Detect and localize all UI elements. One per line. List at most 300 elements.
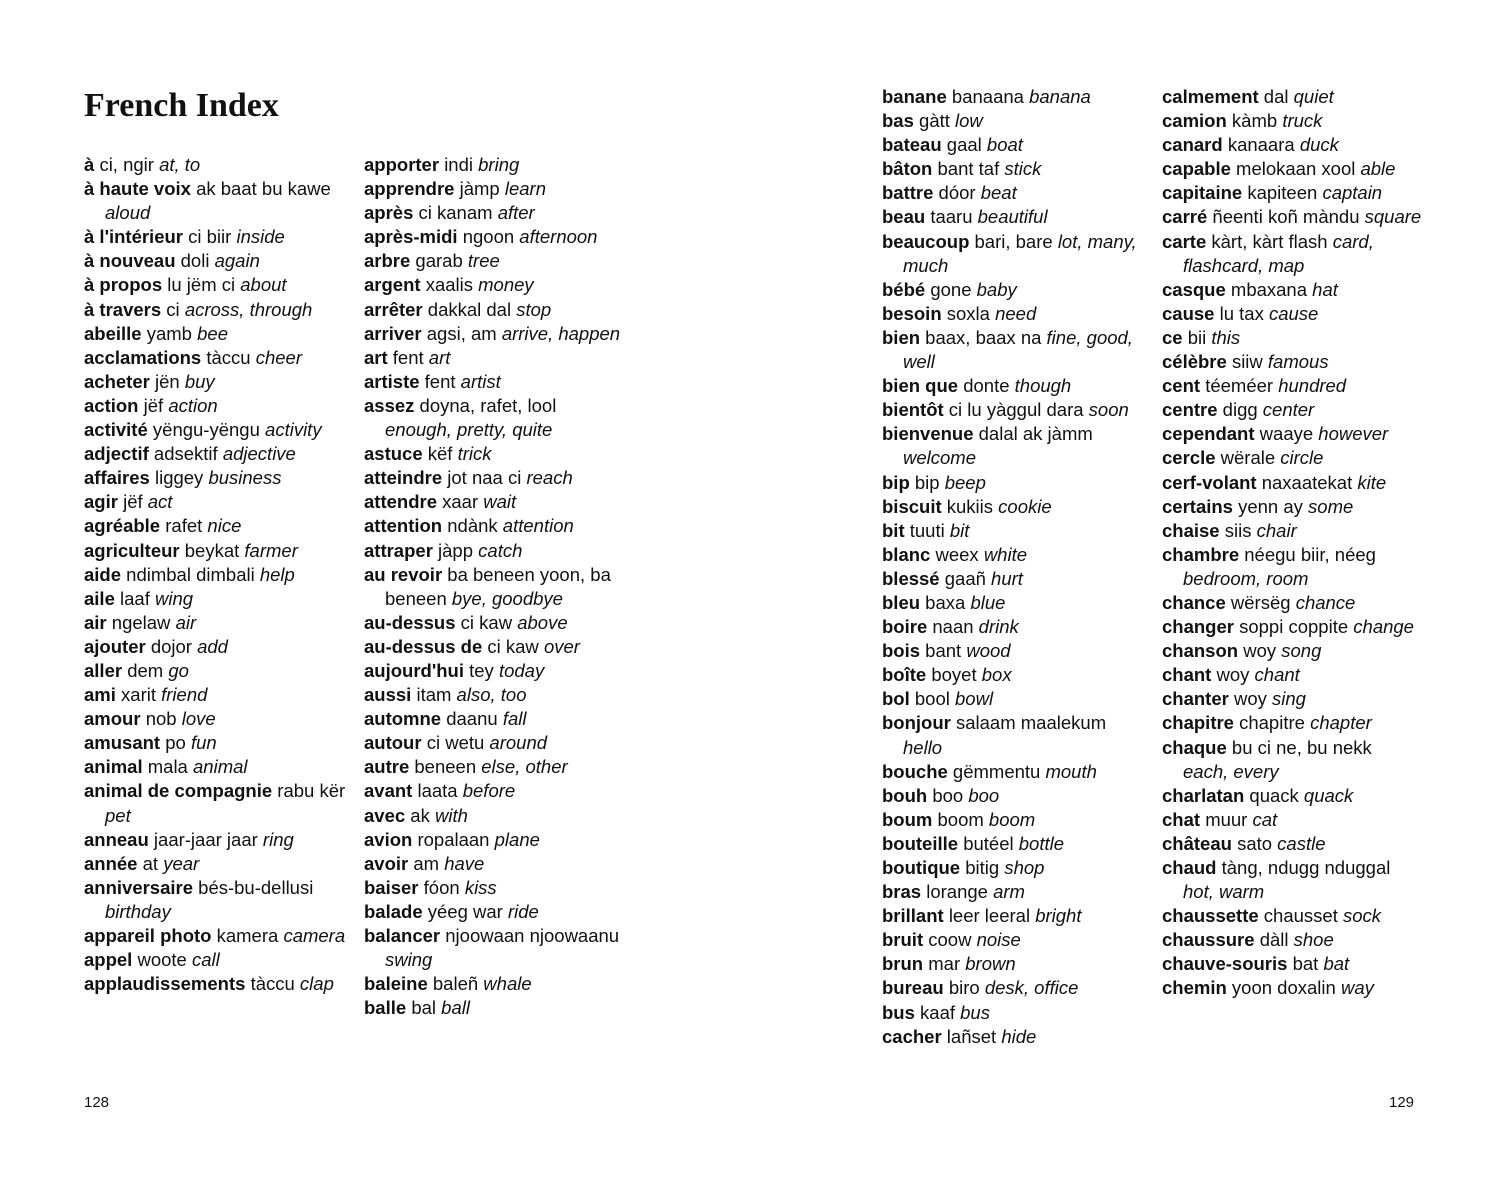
french-headword: aller [84,659,123,681]
index-entry [1162,591,1422,615]
english-translation: boom [988,808,1036,830]
english-translation: beat [980,182,1017,204]
english-translation: noise [976,929,1021,951]
index-entry [84,755,349,779]
wolof-translation: dóor [938,182,976,204]
index-entry [882,880,1147,904]
english-translation: able [1360,158,1396,180]
french-headword: bit [882,519,905,541]
french-headword: chanter [1162,688,1229,710]
french-headword: aujourd'hui [364,659,464,681]
wolof-translation: jëf [123,491,143,513]
french-headword: anniversaire [84,876,194,898]
english-translation: nice [207,515,242,537]
index-entry [84,298,349,322]
index-entry [364,563,624,611]
index-entry [84,322,349,346]
index-entry [882,904,1147,928]
english-translation: cookie [998,495,1052,517]
english-translation: action [168,394,218,416]
english-translation: wing [154,587,194,609]
french-headword: arriver [364,322,422,344]
french-headword: à [84,154,95,175]
index-entry [882,109,1147,133]
french-headword: baleine [364,973,428,995]
wolof-translation: chausset [1263,905,1338,927]
index-entry [1162,471,1422,495]
english-translation: way [1340,977,1374,999]
french-headword: bâton [882,158,933,180]
english-translation: bee [197,322,228,344]
index-entry [1162,326,1422,350]
french-headword: ami [84,684,116,706]
french-headword: chemin [1162,977,1227,999]
index-entry [84,539,349,563]
wolof-translation: bii [1187,326,1207,348]
wolof-translation: woote [137,949,187,971]
wolof-translation: tuuti [909,519,945,541]
wolof-translation: siis [1224,519,1252,541]
french-headword: air [84,611,107,633]
english-translation: animal [193,756,248,778]
index-entry [84,466,349,490]
wolof-translation: boom [937,808,984,830]
index-entry [364,177,624,201]
french-headword: carré [1162,206,1208,228]
english-translation: arrive, happen [501,322,621,344]
english-translation: camera [283,925,346,946]
english-translation: stick [1004,158,1042,180]
wolof-translation: dalal ak jàmm [978,423,1093,445]
english-translation: wait [483,491,517,513]
english-translation: about [240,274,287,296]
index-entry [84,418,349,442]
wolof-translation: bip [914,471,940,493]
english-translation: beautiful [977,206,1048,228]
english-translation: castle [1277,832,1326,854]
french-headword: argent [364,274,421,296]
french-headword: balle [364,997,407,1019]
wolof-translation: rabu kër [277,780,346,802]
english-translation: drink [978,616,1019,638]
page-number-left: 128 [84,1094,110,1111]
index-entry [364,828,624,852]
english-translation: with [434,804,468,826]
english-translation: shop [1004,857,1045,878]
french-headword: biscuit [882,495,942,517]
english-translation: ball [441,997,470,1019]
french-headword: affaires [84,467,150,489]
french-headword: canard [1162,134,1223,156]
english-translation: baby [976,278,1017,300]
english-translation: this [1211,326,1241,348]
english-translation: quiet [1293,86,1334,107]
english-translation: hat [1312,278,1338,300]
wolof-translation: coow [928,929,972,951]
wolof-translation: këf [427,443,453,465]
french-headword: animal [84,756,143,778]
wolof-translation: gaal [946,134,982,156]
english-translation: money [478,274,534,296]
index-entry [364,924,624,972]
index-entry [84,635,349,659]
english-translation: inside [236,226,285,248]
wolof-translation: soppi coppite [1239,616,1349,638]
index-entry [84,346,349,370]
wolof-translation: wërale [1220,447,1276,469]
french-headword: célèbre [1162,351,1227,373]
index-entry [882,615,1147,639]
english-translation: sock [1342,905,1382,927]
english-translation: song [1281,640,1322,662]
wolof-translation: jëf [143,394,164,416]
french-headword: après-midi [364,226,458,248]
english-translation: circle [1280,447,1324,469]
index-entry [882,591,1147,615]
wolof-translation: tàng, ndugg nduggal [1221,857,1391,878]
wolof-translation: bool [914,688,950,710]
english-translation: across, through [184,298,313,320]
wolof-translation: agsi, am [426,322,497,344]
index-entry [364,490,624,514]
english-translation: act [147,491,173,513]
index-entry [364,346,624,370]
index-entry [364,635,624,659]
index-entry [1162,543,1422,591]
index-entry [84,611,349,635]
french-headword: atteindre [364,467,443,489]
index-entry [1162,230,1422,278]
english-translation: ride [507,900,539,922]
english-translation: arm [993,881,1025,903]
wolof-translation: tàccu [250,973,295,995]
wolof-translation: naan [932,616,974,638]
wolof-translation: daanu [446,708,498,730]
french-headword: animal de compagnie [84,780,273,802]
english-translation: bat [1323,953,1350,975]
english-translation: chair [1256,519,1297,541]
french-headword: chauve-souris [1162,953,1288,975]
english-translation: hello [903,736,943,758]
index-entry [882,639,1147,663]
english-translation: chant [1254,664,1300,686]
wolof-translation: ak baat bu kawe [196,178,331,200]
index-entry [1162,374,1422,398]
french-headword: artiste [364,370,420,392]
french-headword: cacher [882,1025,942,1047]
french-headword: à l'intérieur [84,226,183,248]
english-translation: hundred [1278,375,1347,397]
french-headword: calmement [1162,86,1259,107]
index-entry [364,466,624,490]
english-translation: go [168,659,189,681]
english-translation: activity [265,419,322,441]
wolof-translation: yoon doxalin [1231,977,1336,999]
french-headword: à propos [84,274,163,296]
french-headword: bébé [882,278,926,300]
index-entry [364,972,624,996]
wolof-translation: ngoon [462,226,515,248]
index-entry [364,683,624,707]
french-headword: blanc [882,543,931,565]
french-headword: cercle [1162,447,1216,469]
index-entry [1162,109,1422,133]
english-translation: artist [460,370,501,392]
wolof-translation: boyet [931,664,977,686]
english-translation: whale [483,973,532,995]
index-entry [882,856,1147,880]
french-headword: agir [84,491,118,513]
english-translation: fun [190,732,217,754]
index-entry [1162,856,1422,904]
wolof-translation: bitig [965,857,1000,878]
french-headword: agréable [84,515,161,537]
wolof-translation: baxa [925,591,966,613]
wolof-translation: lu tax [1219,302,1264,324]
french-headword: bol [882,688,910,710]
wolof-translation: dojor [150,635,192,657]
page-title: French Index [84,87,279,124]
french-headword: assez [364,394,415,416]
wolof-translation: lañset [946,1025,997,1047]
wolof-translation: fent [392,346,424,368]
english-translation: at, to [159,154,201,175]
french-headword: à nouveau [84,250,176,272]
index-entry [1162,398,1422,422]
index-entry [882,422,1147,470]
french-headword: cent [1162,375,1201,397]
french-headword: au revoir [364,563,443,585]
wolof-translation: xarit [121,684,156,706]
wolof-translation: mbaxana [1230,278,1308,300]
index-entry [364,779,624,803]
index-entry [364,370,624,394]
index-entry [882,85,1147,109]
index-entry [1162,711,1422,735]
wolof-translation: at [142,852,159,874]
english-translation: also, too [456,684,527,706]
index-entry [882,1001,1147,1025]
french-headword: attention [364,515,443,537]
english-translation: adjective [222,443,296,465]
english-translation: card, flashcard, map [1183,230,1374,276]
english-translation: friend [161,684,208,706]
english-translation: fall [502,708,527,730]
wolof-translation: am [413,852,440,874]
english-translation: aloud [105,202,151,224]
english-translation: bottle [1018,832,1065,854]
french-headword: cerf-volant [1162,471,1257,493]
index-entry [1162,350,1422,374]
index-entry [1162,928,1422,952]
index-entry [1162,952,1422,976]
english-translation: bus [960,1001,990,1023]
wolof-translation: melokaan xool [1236,158,1356,180]
french-headword: bip [882,471,910,493]
english-translation: box [981,664,1012,686]
english-translation: swing [385,949,433,971]
index-column-left-2 [364,153,624,1020]
french-headword: chance [1162,591,1226,613]
wolof-translation: ci kaw [487,635,539,657]
english-translation: tree [467,250,500,272]
wolof-translation: ci [166,298,180,320]
wolof-translation: ak [410,804,430,826]
index-entry [364,298,624,322]
index-entry [1162,784,1422,808]
wolof-translation: donte [963,375,1010,397]
english-translation: trick [457,443,492,465]
english-translation: hurt [991,567,1023,589]
wolof-translation: lorange [926,881,988,903]
english-translation: again [214,250,260,272]
french-headword: cause [1162,302,1215,324]
french-headword: avion [364,828,413,850]
english-translation: white [983,543,1028,565]
english-translation: mouth [1045,760,1097,782]
french-headword: acheter [84,370,150,392]
wolof-translation: xaalis [425,274,473,296]
english-translation: business [208,467,282,489]
index-entry [364,804,624,828]
english-translation: need [995,302,1037,324]
index-entry [1162,976,1422,1000]
wolof-translation: bari, bare [974,230,1053,252]
french-headword: après [364,202,414,224]
index-entry [1162,157,1422,181]
index-entry [364,659,624,683]
index-entry [364,322,624,346]
french-headword: chambre [1162,543,1240,565]
french-headword: abeille [84,322,142,344]
french-headword: camion [1162,110,1227,132]
french-headword: bouh [882,784,928,806]
english-translation: today [498,659,545,681]
index-entry [364,273,624,297]
index-entry [1162,181,1422,205]
english-translation: beep [944,471,986,493]
french-headword: bruit [882,929,924,951]
index-entry [84,394,349,418]
wolof-translation: fent [424,370,456,392]
wolof-translation: rafet [165,515,203,537]
english-translation: chance [1295,591,1356,613]
english-translation: bowl [955,688,994,710]
english-translation: add [197,635,228,657]
french-headword: bleu [882,591,921,613]
english-translation: have [444,852,485,874]
index-entry [882,495,1147,519]
english-translation: around [489,732,548,754]
french-headword: brillant [882,905,944,927]
index-entry [1162,832,1422,856]
index-entry [84,177,349,225]
french-headword: ajouter [84,635,146,657]
english-translation: truck [1282,110,1323,132]
english-translation: reach [526,467,573,489]
wolof-translation: nob [145,708,177,730]
index-entry [84,779,349,827]
index-entry [84,731,349,755]
french-headword: agriculteur [84,539,180,561]
wolof-translation: kanaara [1227,134,1295,156]
index-entry [1162,422,1422,446]
french-headword: chaque [1162,736,1227,758]
french-headword: château [1162,832,1232,854]
index-entry [364,996,624,1020]
wolof-translation: woy [1216,664,1250,686]
wolof-translation: indi [444,154,473,175]
english-translation: cheer [255,346,303,368]
english-translation: duck [1299,134,1339,156]
english-translation: boo [968,784,1000,806]
index-entry [364,731,624,755]
english-translation: banana [1029,86,1091,107]
french-headword: art [364,346,388,368]
index-entry [84,442,349,466]
french-headword: baiser [364,876,419,898]
english-translation: chapter [1310,712,1372,734]
french-headword: changer [1162,616,1234,638]
index-entry [364,514,624,538]
french-headword: bouteille [882,832,959,854]
french-headword: à travers [84,298,162,320]
wolof-translation: ndànk [447,515,498,537]
french-headword: capitaine [1162,182,1243,204]
wolof-translation: yamb [146,322,192,344]
wolof-translation: dal [1263,86,1289,107]
wolof-translation: naxaatekat [1261,471,1353,493]
wolof-translation: kamera [216,925,279,946]
french-headword: boum [882,808,933,830]
index-column-right-2 [1162,85,1422,1001]
english-translation: air [175,611,197,633]
wolof-translation: dem [127,659,164,681]
english-translation: art [428,346,451,368]
french-headword: aide [84,563,122,585]
english-translation: after [497,202,535,224]
index-entry [1162,495,1422,519]
french-headword: attendre [364,491,437,513]
wolof-translation: fóon [423,876,460,898]
english-translation: birthday [105,900,171,922]
index-entry [84,563,349,587]
english-translation: boat [986,134,1023,156]
french-headword: chant [1162,664,1212,686]
index-entry [882,157,1147,181]
english-translation: bring [478,154,520,175]
french-headword: boîte [882,664,927,686]
english-translation: hide [1001,1025,1037,1047]
english-translation: soon [1088,399,1129,421]
index-entry [84,490,349,514]
index-entry [882,952,1147,976]
french-headword: capable [1162,158,1231,180]
wolof-translation: bant [925,640,962,662]
french-headword: arrêter [364,298,423,320]
wolof-translation: leer leeral [948,905,1031,927]
wolof-translation: néegu biir, néeg [1244,543,1376,565]
index-entry [364,755,624,779]
index-entry [882,808,1147,832]
wolof-translation: quack [1249,784,1299,806]
french-headword: chat [1162,808,1201,830]
wolof-translation: boo [932,784,964,806]
wolof-translation: woy [1243,640,1277,662]
english-translation: however [1318,423,1389,445]
wolof-translation: bant taf [937,158,1000,180]
english-translation: welcome [903,447,976,469]
